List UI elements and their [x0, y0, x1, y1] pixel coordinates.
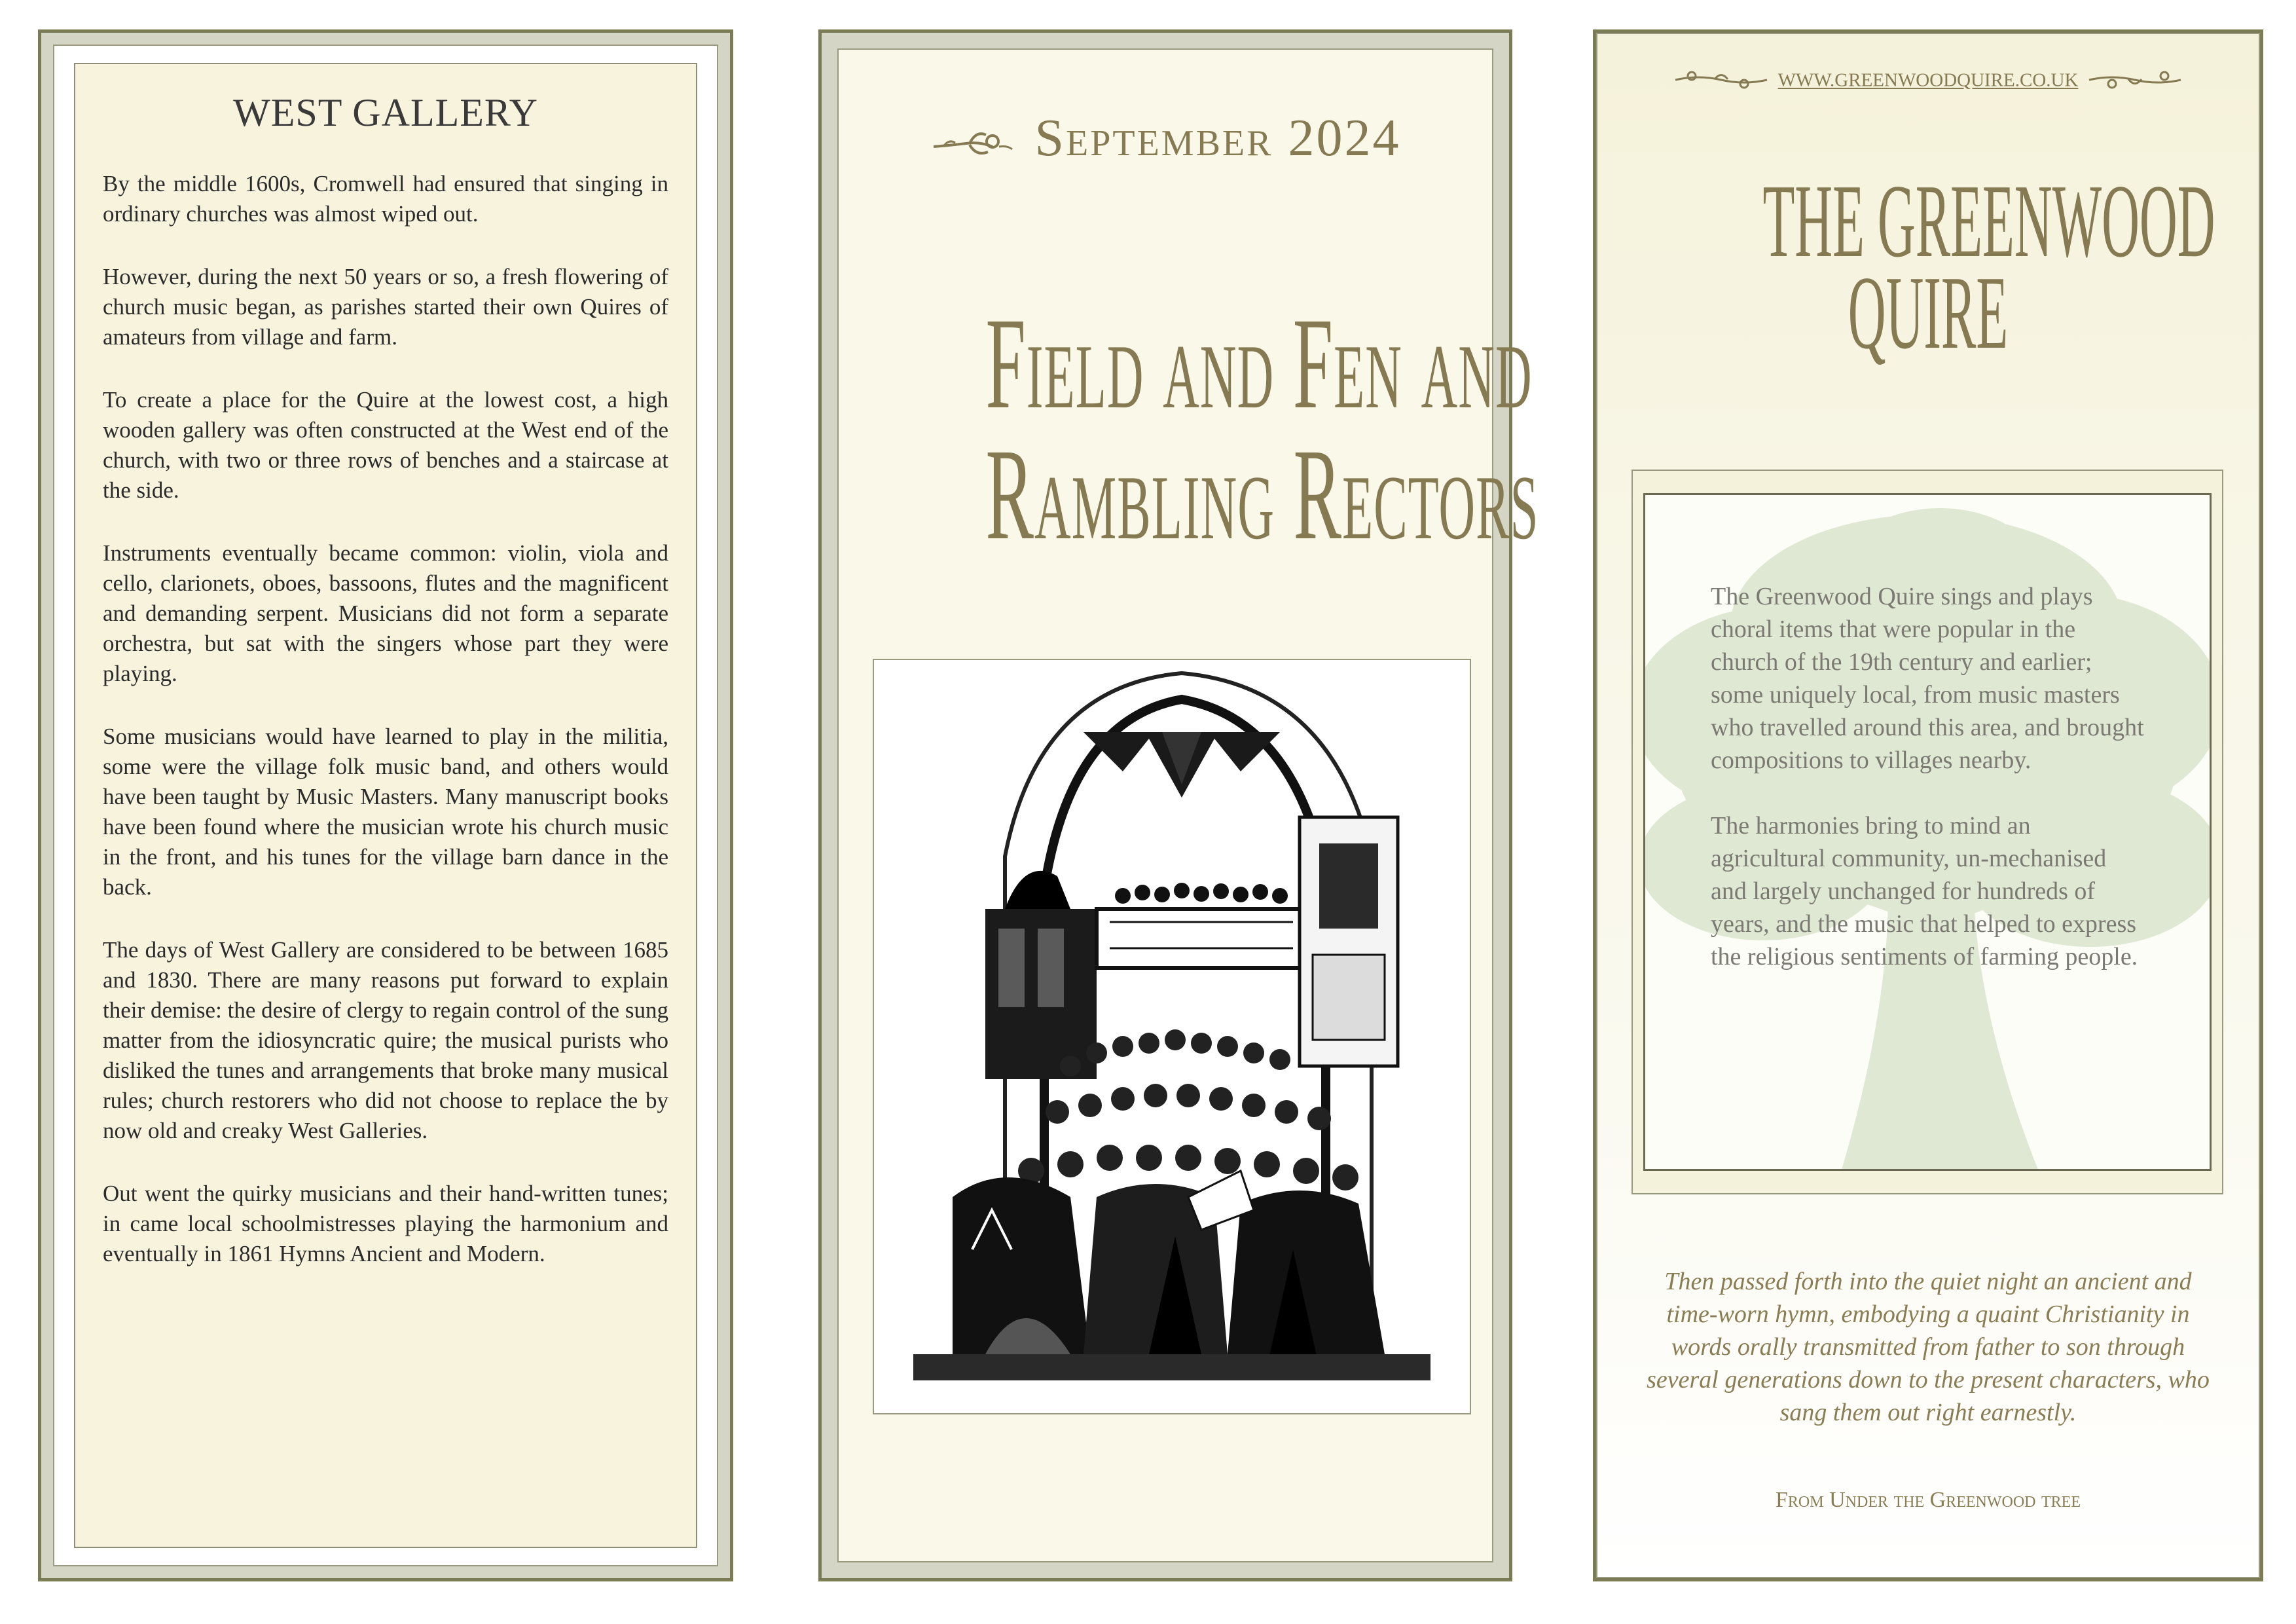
west-gallery-paper — [74, 63, 697, 1548]
title-line: THE GREENWOOD — [1762, 162, 2215, 279]
date-text: September 2024 — [1034, 109, 1401, 167]
flourish-ornament-icon — [1672, 68, 1770, 96]
title-line: Field and Fen and — [985, 291, 1533, 436]
title-line: Rambling Rectors — [985, 422, 1539, 567]
flourish-ornament-icon — [930, 113, 1015, 173]
quote-source: From Under the Greenwood tree — [1776, 1488, 2081, 1512]
paragraph: Out went the quirky musicians and their hand-written tunes; in came local schoolmistresses playing the harmonium and eventually in 1861 Hymns Ancient and Modern. — [103, 1181, 668, 1266]
paragraph: The Greenwood Quire sings and plays choral items that were popular in the church of the 19th century and earlier; some uniquely local, from music masters who travelled around this area, and brought compositions to villages nearby. — [1711, 583, 2144, 774]
concert-title — [985, 291, 1539, 567]
quire-title — [1762, 162, 2215, 371]
website-text[interactable]: WWW.GREENWOODQUIRE.CO.UK — [1777, 69, 2079, 91]
paragraph: Some musicians would have learned to play in the militia, some were the village folk music band, and others would have been taught by Music Masters. Many manuscript books have been found where the musician wrote his church music in the front, and his tunes for the village barn dance in the back. — [103, 724, 668, 900]
west-gallery-text — [103, 169, 668, 1302]
title-line: QUIRE — [1848, 254, 2009, 371]
concert-date — [839, 109, 1492, 173]
hardy-quote: Then passed forth into the quiet night an ancient and time-worn hymn, embodying a quaint Christianity in words orally transmitted from father to son through several generations down to the present characters, who sang them out right earnestly. — [1647, 1268, 2210, 1426]
website-link[interactable] — [1597, 68, 2259, 96]
paragraph: By the middle 1600s, Cromwell had ensured that singing in ordinary churches was almost wiped out. — [103, 171, 668, 227]
church-gallery-engraving-icon — [873, 659, 1471, 1414]
quire-description — [1711, 580, 2144, 1006]
paragraph: However, during the next 50 years or so, a fresh flowering of church music began, as parishes started their own Quires of amateurs from village and farm. — [103, 264, 668, 350]
paragraph: The harmonies bring to mind an agricultural community, un-mechanised and largely unchanged for hundreds of years, and the music that helped to express the religious sentiments of farming people. — [1711, 812, 2138, 970]
paragraph: Instruments eventually became common: violin, viola and cello, clarionets, oboes, bassoons, flutes and the magnificent and demanding serpent. Musicians did not form a separate orchestra, but sat with the singers whose part they were playing. — [103, 540, 668, 686]
flourish-ornament-icon — [2086, 68, 2184, 96]
paragraph: To create a place for the Quire at the lowest cost, a high wooden gallery was often constructed at the West end of the church, with two or three rows of benches and a staircase at the side. — [103, 387, 668, 503]
west-gallery-panel — [38, 29, 733, 1581]
description-box — [1631, 470, 2223, 1194]
quire-paper — [1596, 33, 2260, 1578]
description-frame — [1643, 493, 2212, 1171]
cover-paper — [837, 48, 1539, 1562]
paragraph: The days of West Gallery are considered to be between 1685 and 1830. There are many reasons put forward to explain their demise: the desire of clergy to regain control of the sung matter from the idiosyncratic quire; the musical purists who disliked the tunes and arrangements that broke many musical rules; church restorers who did not choose to replace the by now old and creaky West Galleries. — [103, 937, 668, 1143]
quire-panel — [1593, 29, 2263, 1581]
cover-panel — [818, 29, 1539, 1581]
west-gallery-title: WEST GALLERY — [233, 91, 538, 134]
